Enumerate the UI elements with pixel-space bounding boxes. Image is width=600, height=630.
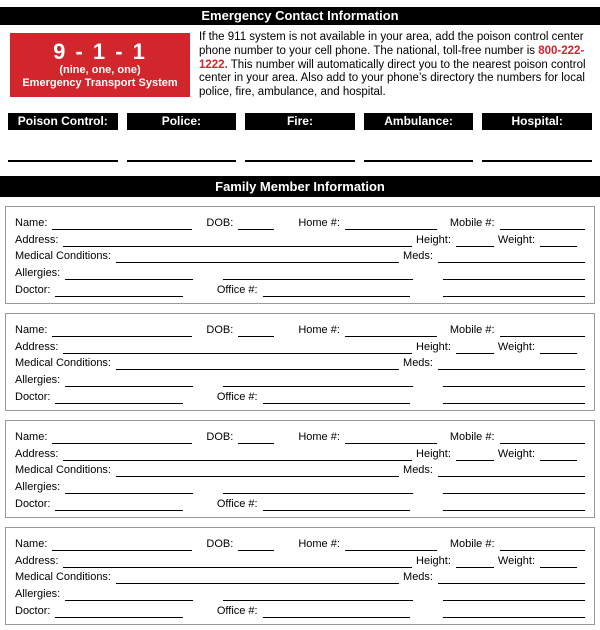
medical-conditions-row — [15, 568, 585, 585]
family-member-list — [0, 206, 600, 625]
poison-control-phone-number: 800-222-1222. — [199, 44, 585, 71]
dob-field-line — [238, 217, 274, 230]
office-phone-field-line — [263, 391, 410, 404]
name-field-line — [52, 431, 192, 444]
name-row — [15, 213, 585, 230]
address-label: Address: — [15, 233, 59, 246]
allergies-continued-line — [223, 374, 413, 387]
meds-continued-line-2 — [443, 284, 585, 297]
doctor-label: Doctor: — [15, 497, 51, 510]
ambulance-write-in-line — [364, 158, 474, 162]
weight-label: Weight: — [497, 554, 535, 567]
medical-conditions-row — [15, 247, 585, 264]
intro-section — [10, 33, 590, 101]
allergies-label: Allergies: — [15, 267, 61, 280]
meds-continued-line-2 — [443, 605, 585, 618]
contact-write-in-row — [8, 158, 592, 162]
office-phone-label: Office #: — [216, 283, 258, 296]
home-phone-label: Home #: — [298, 430, 340, 443]
height-field-line — [456, 234, 494, 247]
doctor-field-line — [55, 391, 183, 404]
name-label: Name: — [15, 430, 48, 443]
office-phone-segment — [217, 605, 410, 618]
doctor-field-line — [55, 605, 183, 618]
mobile-phone-field-line — [500, 324, 585, 337]
allergies-segment — [15, 267, 193, 280]
dob-label: DOB: — [206, 216, 234, 229]
police-write-in-line — [127, 158, 237, 162]
dob-label: DOB: — [206, 323, 234, 336]
weight-label: Weight: — [497, 233, 535, 246]
mobile-phone-label: Mobile #: — [449, 216, 495, 229]
office-phone-field-line — [263, 284, 410, 297]
family-member-box — [5, 420, 595, 518]
height-field-line — [456, 341, 494, 354]
allergies-continued-line — [223, 481, 413, 494]
page-title: Emergency Contact Information — [0, 7, 600, 25]
meds-field-line — [438, 571, 585, 584]
mobile-phone-field-line — [500, 217, 585, 230]
meds-label: Meds: — [403, 357, 433, 370]
family-member-box — [5, 527, 595, 625]
allergies-label: Allergies: — [15, 481, 61, 494]
weight-field-line — [540, 234, 577, 247]
allergies-row — [15, 584, 585, 601]
address-field-line — [63, 448, 412, 461]
home-phone-label: Home #: — [298, 216, 340, 229]
doctor-segment — [15, 605, 183, 618]
mobile-phone-label: Mobile #: — [449, 537, 495, 550]
address-label: Address: — [15, 447, 59, 460]
doctor-segment — [15, 498, 183, 511]
address-row — [15, 551, 585, 568]
allergies-continued-line — [223, 588, 413, 601]
allergies-segment — [15, 481, 193, 494]
allergies-label: Allergies: — [15, 588, 61, 601]
allergies-field-line — [65, 588, 193, 601]
dob-field-line — [238, 431, 274, 444]
hospital-label: Hospital: — [482, 113, 592, 130]
weight-label: Weight: — [497, 340, 535, 353]
weight-field-line — [540, 555, 577, 568]
meds-continued-line-2 — [443, 498, 585, 511]
weight-label: Weight: — [497, 447, 535, 460]
meds-label: Meds: — [403, 571, 433, 584]
home-phone-field-line — [345, 538, 437, 551]
name-field-line — [52, 324, 192, 337]
allergies-field-line — [65, 267, 193, 280]
name-label: Name: — [15, 216, 48, 229]
address-field-line — [63, 341, 412, 354]
medical-conditions-label: Medical Conditions: — [15, 571, 111, 584]
fire-label: Fire: — [245, 113, 355, 130]
allergies-continued-line — [223, 267, 413, 280]
medical-conditions-label: Medical Conditions: — [15, 357, 111, 370]
weight-field-line — [540, 341, 577, 354]
address-field-line — [63, 555, 412, 568]
emergency-code-words: (nine, one, one) — [59, 64, 141, 76]
doctor-label: Doctor: — [15, 283, 51, 296]
instructions-text-before: If the 911 system is not available in your area, add the poison control center phone number to your cell phone. The national, toll-free number is — [199, 31, 584, 57]
instructions-text-after: This number will automatically direct you to the nearest poison control center in your area. Also add to your phone’s directory the numbers for local police, fire, ambulance, and hospital. — [199, 58, 586, 99]
meds-continued-line-1 — [443, 588, 585, 601]
medical-conditions-label: Medical Conditions: — [15, 250, 111, 263]
doctor-row — [15, 280, 585, 297]
address-row — [15, 230, 585, 247]
meds-field-line — [438, 250, 585, 263]
name-row — [15, 427, 585, 444]
meds-continued-line-1 — [443, 374, 585, 387]
medical-conditions-field-line — [116, 571, 399, 584]
dob-label: DOB: — [206, 430, 234, 443]
height-label: Height: — [416, 447, 451, 460]
contact-labels-row — [8, 113, 592, 130]
name-label: Name: — [15, 537, 48, 550]
medical-conditions-label: Medical Conditions: — [15, 464, 111, 477]
poison-control-label: Poison Control: — [8, 113, 118, 130]
office-phone-segment — [217, 498, 410, 511]
doctor-field-line — [55, 498, 183, 511]
allergies-row — [15, 263, 585, 280]
height-field-line — [456, 448, 494, 461]
allergies-field-line — [65, 374, 193, 387]
mobile-phone-label: Mobile #: — [449, 430, 495, 443]
police-label: Police: — [127, 113, 237, 130]
office-phone-field-line — [263, 605, 410, 618]
allergies-field-line — [65, 481, 193, 494]
height-label: Height: — [416, 340, 451, 353]
height-label: Height: — [416, 554, 451, 567]
home-phone-field-line — [345, 324, 437, 337]
emergency-911-box — [10, 33, 190, 97]
mobile-phone-field-line — [500, 538, 585, 551]
medical-conditions-row — [15, 461, 585, 478]
home-phone-label: Home #: — [298, 323, 340, 336]
emergency-code: 9 - 1 - 1 — [53, 39, 147, 64]
doctor-row — [15, 601, 585, 618]
dob-field-line — [238, 324, 274, 337]
address-label: Address: — [15, 340, 59, 353]
emergency-code-caption: Emergency Transport System — [22, 77, 178, 89]
height-field-line — [456, 555, 494, 568]
doctor-label: Doctor: — [15, 390, 51, 403]
poison-control-write-in-line — [8, 158, 118, 162]
address-row — [15, 444, 585, 461]
doctor-row — [15, 387, 585, 404]
medical-conditions-field-line — [116, 357, 399, 370]
address-label: Address: — [15, 554, 59, 567]
office-phone-segment — [217, 284, 410, 297]
mobile-phone-field-line — [500, 431, 585, 444]
weight-field-line — [540, 448, 577, 461]
name-label: Name: — [15, 323, 48, 336]
medical-conditions-field-line — [116, 250, 399, 263]
meds-field-line — [438, 464, 585, 477]
instructions-paragraph — [199, 31, 590, 101]
home-phone-label: Home #: — [298, 537, 340, 550]
family-section-title: Family Member Information — [0, 176, 600, 197]
meds-continued-line-2 — [443, 391, 585, 404]
home-phone-field-line — [345, 431, 437, 444]
height-label: Height: — [416, 233, 451, 246]
mobile-phone-label: Mobile #: — [449, 323, 495, 336]
allergies-row — [15, 477, 585, 494]
doctor-label: Doctor: — [15, 604, 51, 617]
name-field-line — [52, 538, 192, 551]
meds-continued-line-1 — [443, 267, 585, 280]
allergies-row — [15, 370, 585, 387]
office-phone-label: Office #: — [216, 497, 258, 510]
office-phone-field-line — [263, 498, 410, 511]
fire-write-in-line — [245, 158, 355, 162]
meds-label: Meds: — [403, 250, 433, 263]
ambulance-label: Ambulance: — [364, 113, 474, 130]
office-phone-label: Office #: — [216, 604, 258, 617]
allergies-label: Allergies: — [15, 374, 61, 387]
name-field-line — [52, 217, 192, 230]
name-row — [15, 320, 585, 337]
family-member-box — [5, 313, 595, 411]
doctor-field-line — [55, 284, 183, 297]
address-row — [15, 337, 585, 354]
medical-conditions-field-line — [116, 464, 399, 477]
meds-field-line — [438, 357, 585, 370]
hospital-write-in-line — [482, 158, 592, 162]
meds-label: Meds: — [403, 464, 433, 477]
name-row — [15, 534, 585, 551]
doctor-segment — [15, 284, 183, 297]
dob-field-line — [238, 538, 274, 551]
office-phone-label: Office #: — [216, 390, 258, 403]
allergies-segment — [15, 588, 193, 601]
address-field-line — [63, 234, 412, 247]
office-phone-segment — [217, 391, 410, 404]
dob-label: DOB: — [206, 537, 234, 550]
family-member-box — [5, 206, 595, 304]
doctor-row — [15, 494, 585, 511]
medical-conditions-row — [15, 354, 585, 371]
home-phone-field-line — [345, 217, 437, 230]
allergies-segment — [15, 374, 193, 387]
doctor-segment — [15, 391, 183, 404]
meds-continued-line-1 — [443, 481, 585, 494]
